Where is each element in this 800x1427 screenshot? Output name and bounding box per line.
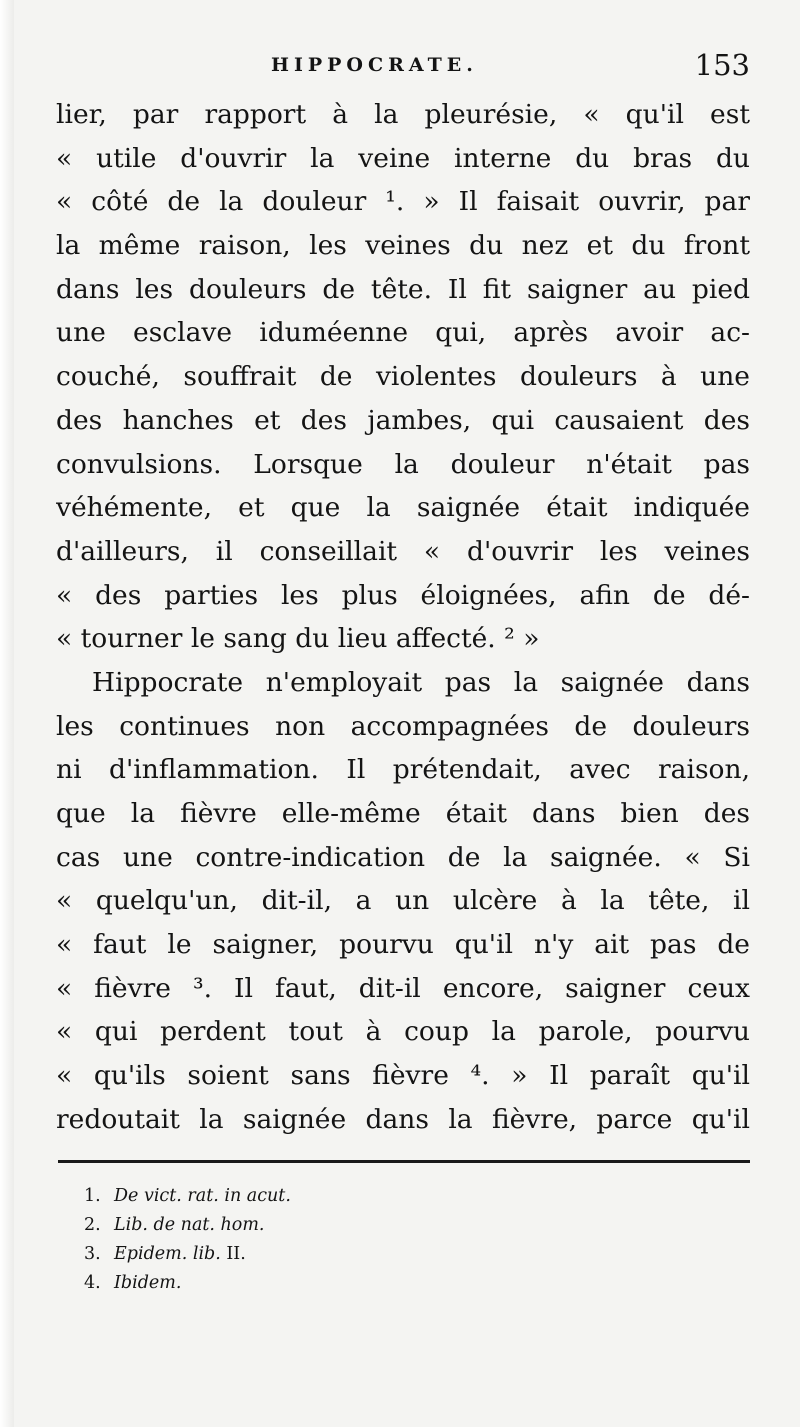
footnote-item	[84, 1211, 744, 1240]
text-line: « utile d'ouvrir la veine interne du bras du	[56, 142, 750, 174]
text-line: couché, souffrait de violentes douleurs à une	[56, 361, 750, 393]
text-line: « faut le saigner, pourvu qu'il n'y ait pas de	[56, 929, 750, 961]
text-line: « qu'ils soient sans fièvre ⁴. » Il paraît qu'il	[56, 1060, 750, 1092]
body-text	[56, 93, 750, 1142]
footnote-number: 3.	[84, 1244, 101, 1264]
footnote-item	[84, 1269, 744, 1298]
text-line: « quelqu'un, dit-il, a un ulcère à la tête, il	[56, 885, 750, 917]
footnote-number: 1.	[84, 1186, 101, 1206]
text-line: la même raison, les veines du nez et du front	[56, 230, 750, 262]
footnote-number: 4.	[84, 1273, 101, 1293]
text-line: une esclave iduméenne qui, après avoir ac-	[56, 317, 750, 349]
footnote-reference: Lib. de nat. hom.	[114, 1215, 265, 1235]
text-line: des hanches et des jambes, qui causaient des	[56, 404, 750, 436]
text-line: ni d'inflammation. Il prétendait, avec raison,	[56, 754, 750, 786]
footnote-item	[84, 1182, 744, 1211]
text-line: « qui perdent tout à coup la parole, pourvu	[56, 1016, 750, 1048]
text-line: redoutait la saignée dans la fièvre, parce qu'il	[56, 1103, 750, 1135]
text-line: les continues non accompagnées de douleurs	[56, 710, 750, 742]
text-line: « côté de la douleur ¹. » Il faisait ouvrir, par	[56, 186, 750, 218]
text-line: « fièvre ³. Il faut, dit-il encore, saigner ceux	[56, 972, 750, 1004]
text-line: dans les douleurs de tête. Il fit saigner au pied	[56, 273, 750, 305]
running-head	[56, 48, 750, 88]
footnotes	[84, 1182, 744, 1298]
footnote-number: 2.	[84, 1215, 101, 1235]
text-line: lier, par rapport à la pleurésie, « qu'il est	[56, 99, 750, 130]
text-line: véhémente, et que la saignée était indiquée	[56, 492, 750, 524]
footnote-reference: De vict. rat. in acut.	[114, 1186, 291, 1206]
text-line: cas une contre-indication de la saignée. « Si	[56, 841, 750, 873]
paragraph-start-line: Hippocrate n'employait pas la saignée dans	[92, 666, 750, 698]
footnote-reference: Epidem. lib.	[114, 1244, 221, 1264]
footnote-item	[84, 1240, 744, 1269]
text-line: « tourner le sang du lieu affecté. ² »	[56, 623, 540, 655]
running-title: HIPPOCRATE.	[271, 54, 478, 76]
text-line: d'ailleurs, il conseillait « d'ouvrir les veines	[56, 535, 750, 567]
footnote-reference: Ibidem.	[114, 1273, 182, 1293]
page-binding-edge	[0, 0, 14, 1427]
text-line: que la fièvre elle-même était dans bien des	[56, 798, 750, 829]
text-line: « des parties les plus éloignées, afin de dé-	[56, 579, 750, 611]
page-number: 153	[694, 48, 750, 82]
footnote-divider	[58, 1160, 750, 1163]
footnote-extra: II.	[220, 1244, 246, 1264]
text-line: convulsions. Lorsque la douleur n'était pas	[56, 448, 750, 480]
